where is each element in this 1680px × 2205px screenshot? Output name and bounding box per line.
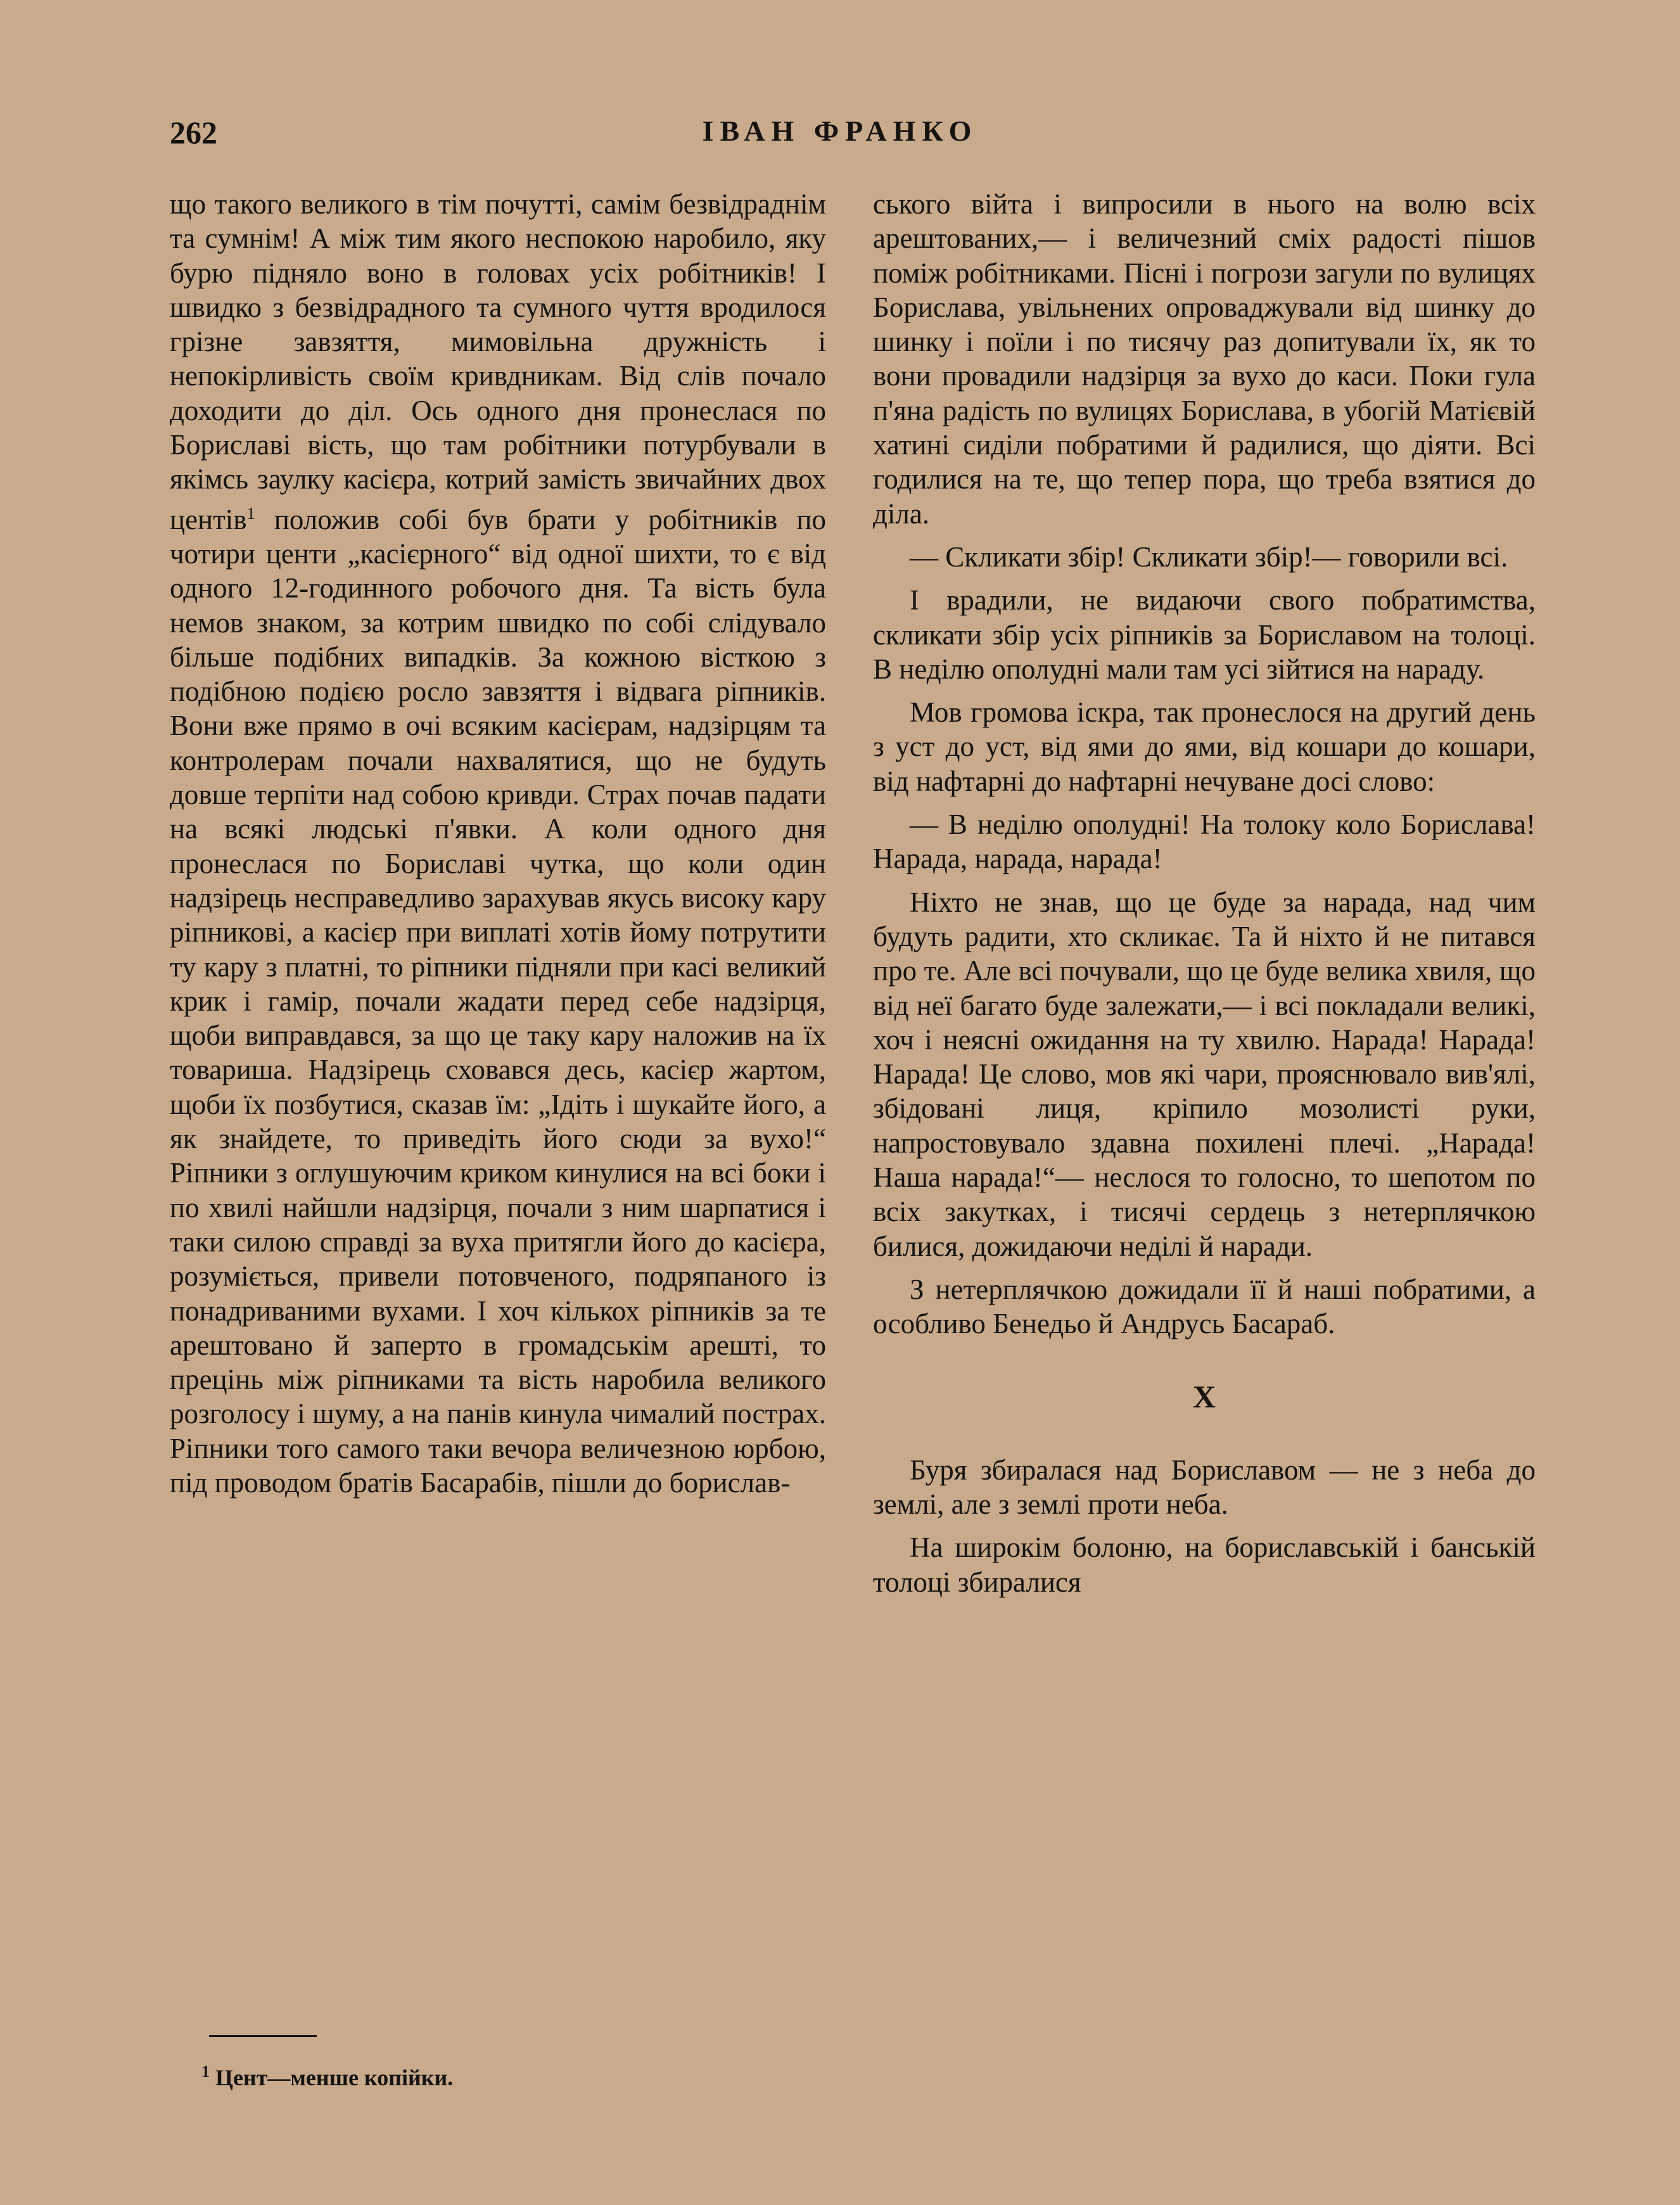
paragraph: — В неділю ополудні! На толоку коло Борислава! Нарада, нарада, нарада!: [873, 808, 1536, 875]
footnote-reference: 1: [246, 504, 255, 523]
footnote: [201, 2062, 453, 2091]
paragraph: — Скликати збір! Скликати збір!— говорили всі.: [910, 540, 1508, 573]
paragraph-text: положив собі був брати у робітників по чотири центи „касієрного“ від одної шихти, то є від одного 12-годинного робочого дня. Та вість була немов знаком, за котрим швидко по собі слідувало більше подібних випадків. За кожною вісткою з подібною подією росло завзяття і відвага ріпників. Вони вже прямо в очі всяким касієрам, надзірцям та контролерам почали нахвалятися, що не будуть довше терпіти над собою кривди. Страх почав падати на всякі людські п'явки. А коли одного дня пронеслася по Бориславі чутка, що коли один надзірець несправедливо зарахував якусь високу кару ріпникові, а касієр при виплаті хотів йому потрутити ту кару з платні, то ріпники підняли при касі великий крик і гамір, почали жадати перед себе надзірця, щоби виправдався, за що це таку кару наложив на їх товариша. Надзірець сховався десь, касієр жартом, щоби їх позбутися, сказав їм: „Ідіть і шукайте його, а як знайдете, то приведіть його сюди за вухо!“ Ріпники з оглушуючим криком кинулися на всі боки і по хвилі найшли надзірця, почали з ним шарпатися і таки силою справді за вуха притягли його до касієра, розуміється, привели потовченого, подряпаного із понадриваними вухами. І хоч кількох ріпників за те арештовано й заперто в громадськім арешті, то прецінь між ріпниками та вість наробила великого розголосу і шуму, а на панів кинула чималий пострах. Ріпники того самого таки вечора величезною юрбою, під проводом братів Басарабів, пішли до борислав-: [170, 503, 826, 1499]
paragraph: Ніхто не знав, що це буде за нарада, над чим будуть радити, хто скликає. Та й ніхто й не питався про те. Але всі почували, що це буде велика хвиля, що від неї багато буде залежати,— і всі покладали великі, хоч і неясні ожидання на ту хвилю. Нарада! Нарада! Нарада! Це слово, мов які чари, прояснювало вив'ялі, збідовані лиця, кріпило мозолисті руки, напростовувало здавна похилені плечі. „Нарада! Наша нарада!“— неслося то голосно, то шепотом по всіх закутках, і тисячі сердець з нетерплячкою билися, дожидаючи неділі й наради.: [873, 886, 1536, 1262]
running-head: ІВАН ФРАНКО: [702, 115, 978, 147]
paragraph: [170, 187, 826, 1500]
left-column: [170, 187, 826, 1500]
chapter-number: X: [1192, 1378, 1216, 1414]
paragraph: Буря збиралася над Бориславом — не з неба до землі, але з землі проти неба.: [873, 1454, 1536, 1521]
paragraph-text: що такого великого в тім почутті, самім безвідраднім та сумнім! А між тим якого неспокою наробило, яку бурю підняло воно в головах усіх робітників! І швидко з безвідрадного та сумного чуття вродилося грізне завзяття, мимовільна дружність і непокірливість своїм кривдникам. Від слів почало доходити до діл. Ось одного дня пронеслася по Бориславі вість, що там робітники потурбували в якімсь заулку касієра, котрий замість звичайних двох центів: [170, 188, 826, 535]
paragraph: ського війта і випросили в нього на волю всіх арештованих,— і величезний сміх радості пішов поміж робітниками. Пісні і погрози загули по вулицях Борислава, увільнених опроваджували від шинку до шинку і поїли і по тисячу раз допитували їх, як то вони провадили надзірця за вухо до каси. Поки гула п'яна радість по вулицях Борислава, в убогій Матієвій хатині сиділи побратими й радилися, що діяти. Всі годилися на те, що тепер пора, що треба взятися до діла.: [873, 188, 1536, 530]
paragraph: На широкім болоню, на бориславській і банській толоці збиралися: [873, 1531, 1536, 1598]
footnote-mark: 1: [201, 2062, 210, 2081]
footnote-divider: [209, 2035, 317, 2037]
paragraph: Мов громова іскра, так пронеслося на другий день з уст до уст, від ями до ями, від кошари до кошари, від нафтарні до нафтарні нечуване досі слово:: [873, 696, 1536, 797]
footnote-text: Цент—менше копійки.: [210, 2065, 454, 2090]
paragraph: І врадили, не видаючи свого побратимства, скликати збір усіх ріпників за Бориславом на толоці. В неділю ополудні мали там усі зійтися на нараду.: [873, 584, 1536, 685]
page-number: 262: [170, 115, 217, 150]
paragraph: З нетерплячкою дожидали її й наші побратими, а особливо Бенедьо й Андрусь Басараб.: [873, 1273, 1536, 1340]
right-column: [873, 187, 1536, 1599]
